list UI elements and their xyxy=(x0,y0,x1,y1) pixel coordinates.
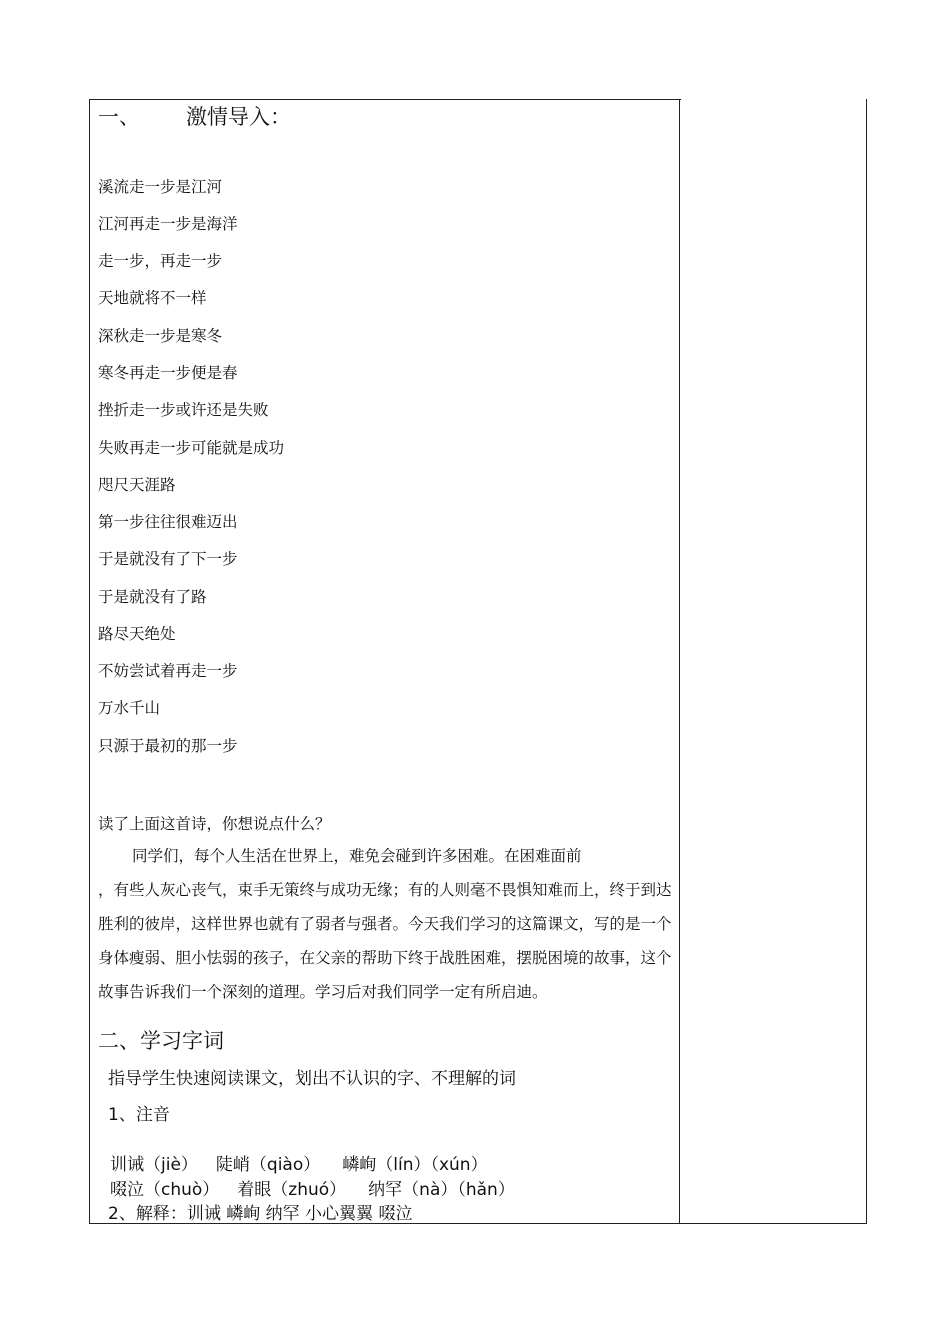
pinyin-word: 纳罕（nà）（hǎn） xyxy=(368,1180,515,1200)
explanation-label: 2、解释： xyxy=(108,1204,187,1224)
table-column-divider xyxy=(679,99,680,1224)
pinyin-word: 嶙峋（lín）（xún） xyxy=(342,1155,488,1175)
table-border-top xyxy=(89,99,681,100)
poem-line: 江河再走一步是海洋 xyxy=(98,215,238,233)
poem-line: 不妨尝试着再走一步 xyxy=(98,662,238,680)
section-2-heading: 二、学习字词 xyxy=(98,1029,224,1053)
poem-line: 深秋走一步是寒冬 xyxy=(98,327,223,345)
poem-line: 于是就没有了路 xyxy=(98,588,207,606)
section-1-number: 一、 xyxy=(98,105,140,129)
poem-line: 失败再走一步可能就是成功 xyxy=(98,439,285,457)
pinyin-word: 陡峭（qiào） xyxy=(215,1155,321,1175)
poem-line: 寒冬再走一步便是春 xyxy=(98,364,238,382)
discussion-question: 读了上面这首诗，你想说点什么？ xyxy=(98,815,331,833)
section-1-title: 激情导入： xyxy=(186,105,291,129)
pinyin-line-1 xyxy=(110,1150,488,1175)
poem-line: 溪流走一步是江河 xyxy=(98,178,223,196)
pinyin-word: 训诫（jiè） xyxy=(110,1155,198,1175)
explanation-line xyxy=(108,1199,412,1224)
pinyin-word: 啜泣（chuò） xyxy=(110,1180,220,1200)
table-border-left xyxy=(89,99,90,1224)
poem-line: 挫折走一步或许还是失败 xyxy=(98,401,269,419)
poem-line: 咫尺天涯路 xyxy=(98,476,176,494)
section-2-guide: 指导学生快速阅读课文，划出不认识的字、不理解的词 xyxy=(108,1069,516,1089)
poem-line: 第一步往往很难迈出 xyxy=(98,513,238,531)
pinyin-subheading: 1、注音 xyxy=(108,1105,170,1125)
pinyin-word: 着眼（zhuó） xyxy=(237,1180,347,1200)
poem-line: 于是就没有了下一步 xyxy=(98,550,238,568)
intro-paragraph-1: 同学们，每个人生活在世界上，难免会碰到许多困难。在困难面前 xyxy=(132,847,582,865)
pinyin-line-2 xyxy=(110,1175,515,1200)
poem-line: 万水千山 xyxy=(98,699,161,717)
poem-line: 路尽天绝处 xyxy=(98,625,176,643)
explanation-words: 训诫 嶙峋 纳罕 小心翼翼 啜泣 xyxy=(186,1204,413,1224)
poem-line: 只源于最初的那一步 xyxy=(98,737,238,755)
poem-line: 天地就将不一样 xyxy=(98,289,207,307)
intro-paragraph-2: ，有些人灰心丧气，束手无策终与成功无缘；有的人则毫不畏惧知难而上，终于到达胜利的彼岸，这样世界也就有了弱者与强者。今天我们学习的这篇课文，写的是一个身体瘦弱、胆小怯弱的孩子，在父亲的帮助下终于战胜困难，摆脱困境的故事，这个故事告诉我们一个深刻的道理。学习后对我们同学一定有所启迪。 xyxy=(98,881,672,1001)
poem-line: 走一步，再走一步 xyxy=(98,252,223,270)
table-border-right xyxy=(866,99,867,1224)
section-1-heading xyxy=(98,101,291,131)
